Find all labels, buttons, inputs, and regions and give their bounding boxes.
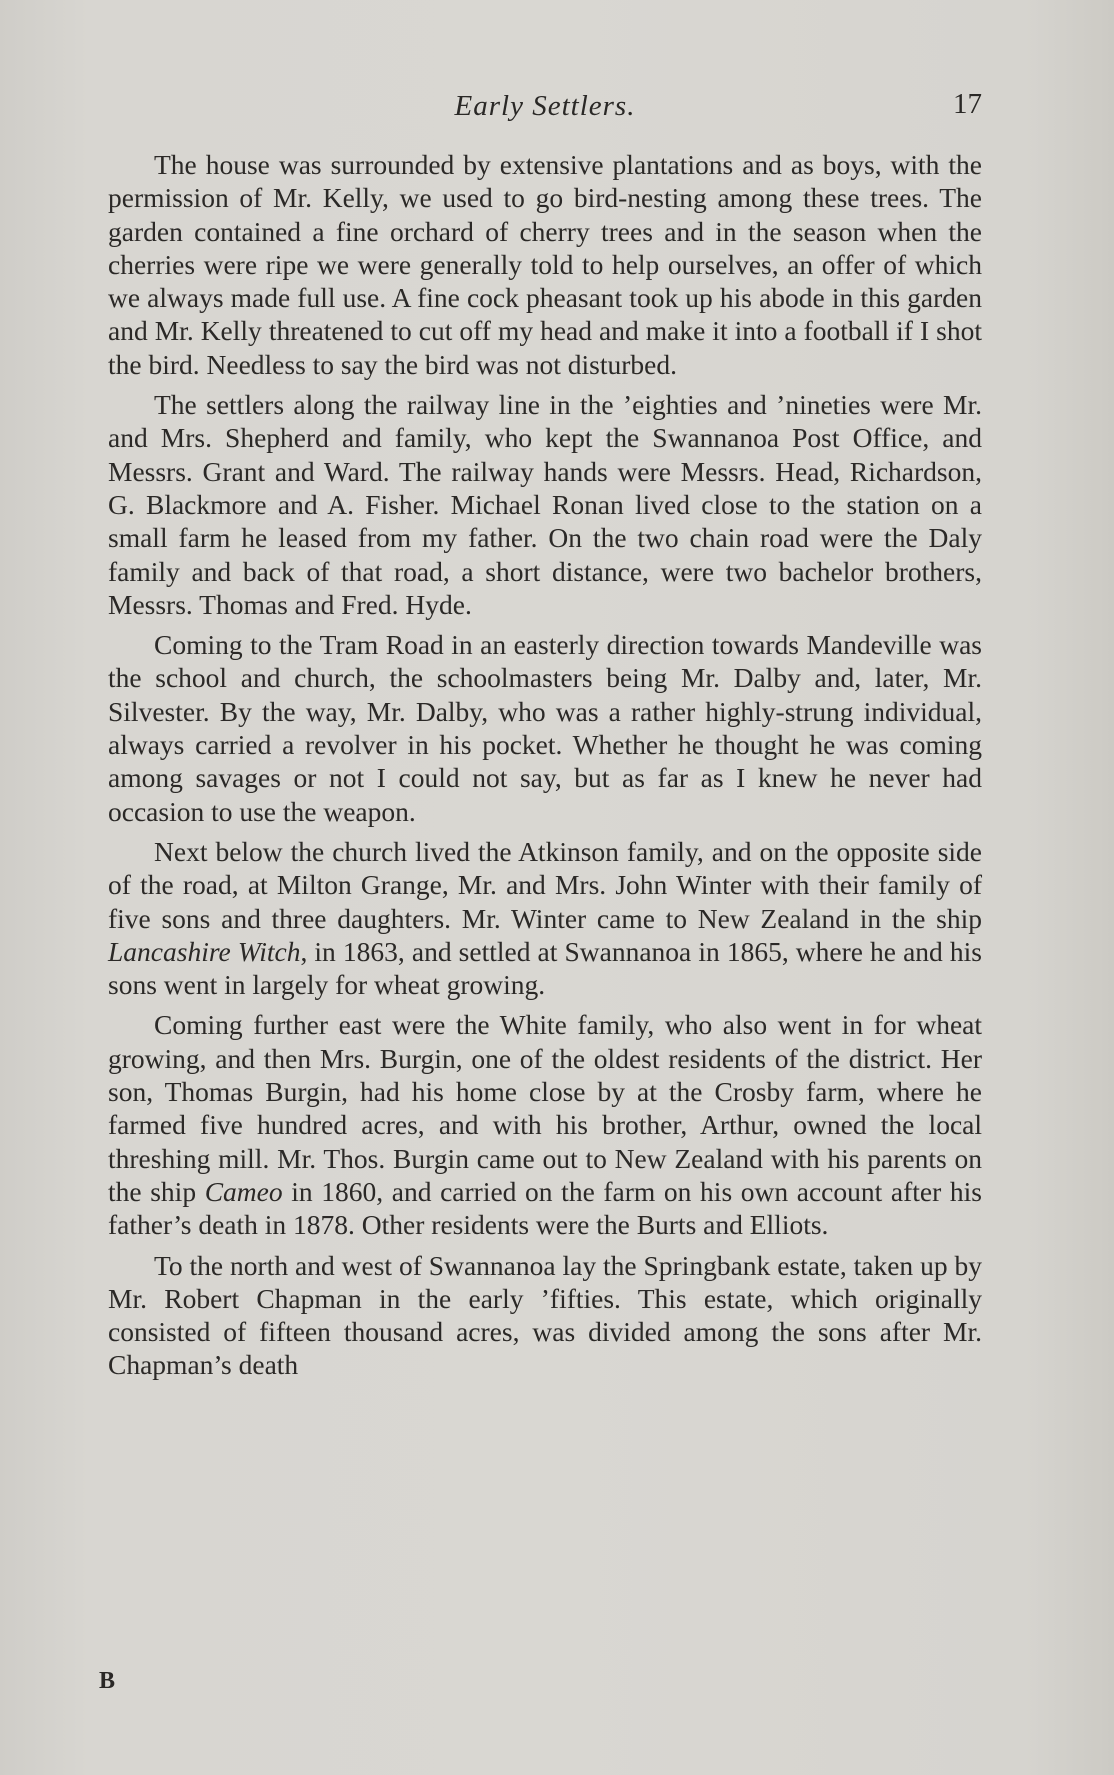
paragraph-text: Next below the church lived the Atkinson family, and on the opposite side of the road, at Milton Grange, Mr. and Mrs. John Winter with their family of five sons and three daughters. Mr. Winter came to New Zealand in the ship (108, 835, 982, 934)
paragraph-railway-settlers: The settlers along the railway line in the ’eighties and ’nineties were Mr. and Mrs. Shepherd and family, who kept the Swannanoa Post Office, and Messrs. Grant and Ward. The railway hands were Messrs. Head, Richardson, G. Blackmore and A. Fisher. Michael Ronan lived close to the station on a small farm he leased from my father. On the two chain road were the Daly family and back of that road, a short distance, were two bachelor brothers, Messrs. Thomas and Fred. Hyde. (108, 389, 982, 620)
paragraph-springbank-estate: To the north and west of Swannanoa lay the Springbank estate, taken up by Mr. Robert Chapman in the early ’fifties. This estate, which originally consisted of fifteen thousand acres, was divided among the sons after Mr. Chapman’s death (108, 1249, 982, 1381)
paragraph-text: , in 1863, and settled at Swannanoa in 1865, where he and his sons went in largely for wheat growing. (108, 935, 982, 1001)
signature-mark: B (99, 1668, 116, 1694)
body-text (108, 148, 982, 1382)
paragraph-burgin-family (108, 1008, 982, 1241)
paragraph-text: Coming further east were the White family, who also went in for wheat growing, and then Mrs. Burgin, one of the oldest residents of the district. Her son, Thomas Burgin, had his home close by at the Crosby farm, where he farmed five hundred acres, and with his brother, Arthur, owned the local threshing mill. Mr. Thos. Burgin came out to New Zealand with his parents on the ship (108, 1009, 982, 1207)
paragraph-school-church: Coming to the Tram Road in an easterly direction towards Mandeville was the school and church, the schoolmasters being Mr. Dalby and, later, Mr. Silvester. By the way, Mr. Dalby, who was a rather highly-strung individual, always carried a revolver in his pocket. Whether he thought he was coming among savages or not I could not say, but as far as I knew he never had occasion to use the weapon. (108, 629, 982, 827)
running-head: Early Settlers. (454, 90, 636, 122)
paragraph-winter-family (108, 835, 982, 1001)
paragraph-text: in 1860, and carried on the farm on his own account after his father’s death in 1878. Other residents were the Burts and Elliots. (108, 1175, 982, 1241)
ship-name: Lancashire Witch (108, 935, 301, 967)
page-number: 17 (953, 88, 982, 120)
page-header (108, 88, 982, 128)
ship-name: Cameo (204, 1175, 283, 1207)
paragraph-kelly-garden: The house was surrounded by extensive plantations and as boys, with the permission of Mr. Kelly, we used to go bird-nesting among these trees. The garden contained a fine orchard of cherry trees and in the season when the cherries were ripe we were generally told to help ourselves, an offer of which we always made full use. A fine cock pheasant took up his abode in this garden and Mr. Kelly threatened to cut off my head and make it into a football if I shot the bird. Needless to say the bird was not disturbed. (108, 149, 982, 380)
